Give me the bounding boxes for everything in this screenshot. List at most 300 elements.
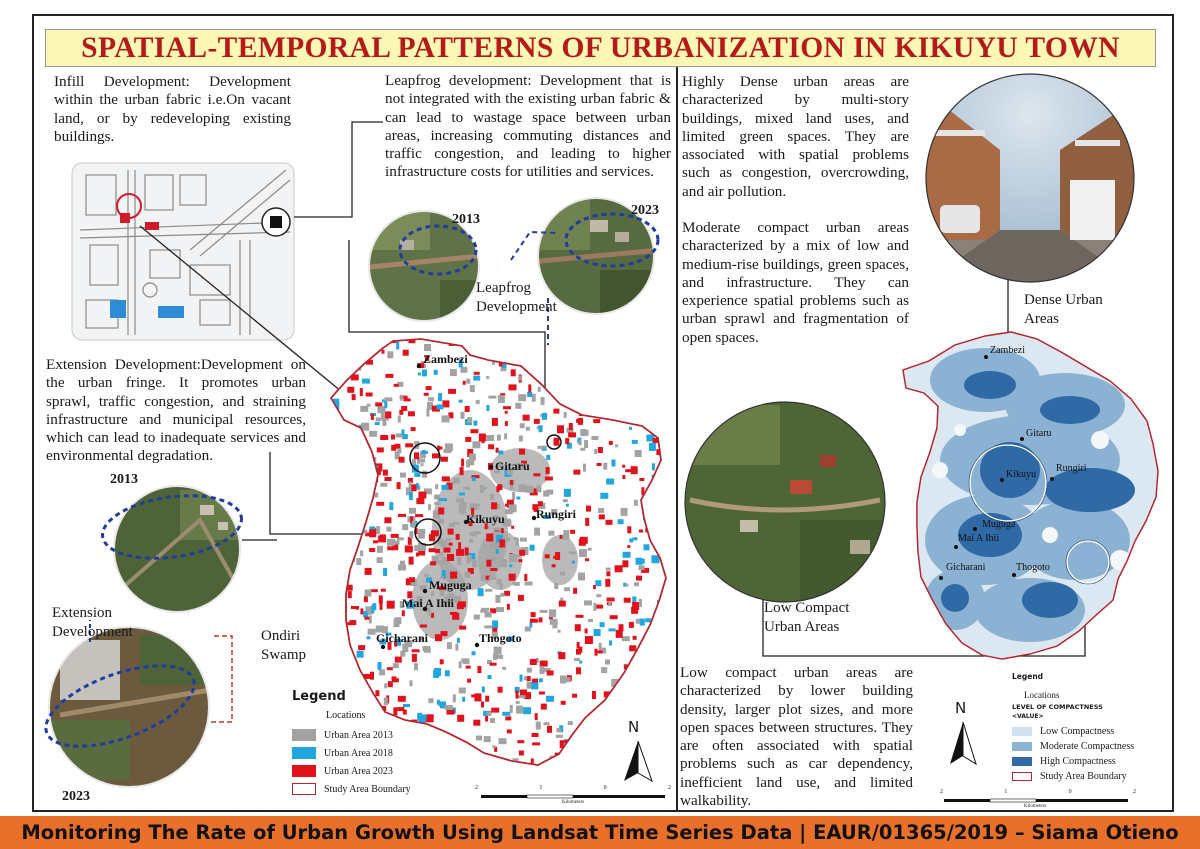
urban-pixel bbox=[599, 356, 602, 364]
urban-pixel bbox=[588, 382, 596, 386]
urban-pixel bbox=[525, 627, 531, 632]
map2-place-kikuyu: Kikuyu bbox=[1006, 469, 1036, 480]
urban-pixel bbox=[466, 666, 471, 669]
urban-pixel bbox=[410, 680, 413, 686]
urban-pixel bbox=[472, 559, 477, 567]
urban-pixel bbox=[598, 408, 603, 416]
place-kikuyu: Kikuyu bbox=[466, 512, 505, 526]
map2-north-label: N bbox=[955, 699, 967, 717]
urban-pixel bbox=[654, 421, 661, 426]
swatch-2023 bbox=[292, 765, 316, 777]
urban-pixel bbox=[418, 551, 425, 556]
map2-legend-heading: LEVEL OF COMPACTNESS bbox=[1012, 703, 1103, 711]
urban-pixel bbox=[565, 438, 569, 444]
urban-pixel bbox=[333, 492, 339, 498]
urban-pixel bbox=[599, 346, 607, 353]
urban-pixel bbox=[660, 554, 664, 557]
urban-pixel bbox=[548, 531, 554, 536]
urban-pixel bbox=[392, 676, 397, 679]
extension-year-2023: 2023 bbox=[62, 789, 90, 804]
urban-pixel bbox=[409, 482, 412, 489]
urban-pixel bbox=[368, 610, 371, 615]
urban-pixel bbox=[481, 702, 484, 708]
urban-pixel bbox=[398, 514, 406, 517]
urban-pixel bbox=[377, 406, 385, 413]
urban-pixel bbox=[558, 630, 561, 633]
urban-pixel bbox=[472, 477, 476, 481]
urban-pixel bbox=[434, 335, 441, 340]
urban-pixel bbox=[625, 362, 629, 369]
urban-pixel bbox=[647, 344, 655, 352]
urban-pixel bbox=[617, 398, 621, 403]
urban-pixel bbox=[498, 352, 504, 360]
urban-pixel bbox=[496, 607, 504, 612]
urban-pixel bbox=[518, 394, 526, 401]
urban-pixel bbox=[558, 652, 565, 659]
urban-pixel bbox=[530, 545, 535, 551]
swatch-boundary2 bbox=[1012, 772, 1032, 781]
urban-pixel bbox=[608, 602, 611, 606]
urban-pixel bbox=[620, 702, 625, 709]
urban-pixel bbox=[352, 514, 355, 521]
urban-pixel bbox=[654, 717, 657, 725]
urban-pixel bbox=[517, 740, 524, 743]
urban-pixel bbox=[523, 707, 531, 714]
place-zambezi: Zambezi bbox=[423, 352, 468, 366]
urban-pixel bbox=[334, 501, 341, 508]
urban-pixel bbox=[331, 373, 334, 380]
urban-pixel bbox=[484, 736, 491, 742]
urban-pixel bbox=[445, 705, 453, 710]
urban-pixel bbox=[639, 565, 645, 570]
urban-pixel bbox=[607, 598, 615, 602]
urban-pixel bbox=[375, 402, 382, 406]
urban-pixel bbox=[422, 714, 427, 720]
urban-pixel bbox=[615, 370, 622, 375]
urban-pixel bbox=[405, 443, 413, 447]
urban-pixel bbox=[402, 429, 405, 435]
urban-pixel bbox=[549, 609, 556, 617]
urban-pixel bbox=[591, 436, 598, 440]
swatch-low bbox=[1012, 727, 1032, 736]
urban-pixel bbox=[460, 467, 464, 475]
moderate-description: Moderate compact urban areas characterized by a mix of low and medium-rise buildings, green spaces, and infrastructure. They can experience spatial problems such as urban sprawl and fragmentation of open spaces. bbox=[682, 219, 909, 346]
urban-pixel bbox=[600, 752, 606, 757]
north-arrow-map1 bbox=[624, 741, 652, 781]
urban-pixel bbox=[428, 613, 431, 616]
urban-pixel bbox=[530, 659, 537, 665]
urban-pixel bbox=[518, 559, 522, 562]
urban-pixel bbox=[629, 645, 636, 651]
urban-pixel bbox=[352, 394, 356, 400]
urban-pixel bbox=[460, 509, 466, 514]
urban-pixel bbox=[439, 498, 447, 501]
leapfrog-year-2013: 2013 bbox=[452, 212, 480, 227]
urban-pixel bbox=[345, 678, 350, 683]
urban-pixel bbox=[399, 457, 405, 463]
urban-pixel bbox=[509, 504, 517, 512]
urban-pixel bbox=[646, 740, 654, 747]
urban-pixel bbox=[393, 663, 399, 668]
urban-pixel bbox=[498, 687, 503, 693]
scale2-tick-a: 2 bbox=[940, 789, 943, 795]
urban-pixel bbox=[653, 693, 657, 696]
urban-pixel bbox=[540, 661, 548, 667]
urban-pixel bbox=[457, 715, 464, 722]
map2-place-thogoto: Thogoto bbox=[1016, 562, 1050, 573]
urban-pixel bbox=[488, 675, 492, 679]
urban-pixel bbox=[600, 622, 605, 627]
urban-pixel bbox=[382, 350, 385, 354]
leapfrog-year-2023: 2023 bbox=[631, 203, 659, 218]
urban-pixel bbox=[539, 678, 543, 682]
urban-pixel bbox=[660, 691, 666, 697]
urban-pixel bbox=[585, 636, 593, 644]
urban-pixel bbox=[553, 556, 556, 559]
urban-pixel bbox=[511, 526, 514, 529]
urban-pixel bbox=[623, 397, 629, 402]
leapfrog-description: Leapfrog development: Development that is not integrated with the existing urban fabric & can lead to wastage space between urban areas, increasing commuting distances and traffic congestion, and leading to higher infrastructure costs for utilities and services. bbox=[385, 72, 671, 181]
urban-pixel bbox=[595, 351, 603, 355]
urban-pixel bbox=[411, 427, 416, 431]
urban-pixel bbox=[631, 607, 638, 614]
urban-pixel bbox=[349, 620, 356, 625]
urban-pixel bbox=[615, 348, 622, 356]
urban-pixel bbox=[632, 706, 640, 712]
urban-pixel bbox=[434, 370, 438, 375]
urban-pixel bbox=[429, 548, 436, 552]
urban-pixel bbox=[384, 683, 387, 688]
urban-pixel bbox=[405, 546, 413, 553]
scale1-tick-a: 2 bbox=[475, 785, 478, 791]
urban-pixel bbox=[427, 718, 434, 722]
urban-pixel bbox=[531, 612, 536, 617]
urban-pixel bbox=[418, 529, 425, 534]
urban-pixel bbox=[552, 624, 557, 628]
urban-pixel bbox=[585, 558, 589, 561]
urban-pixel bbox=[344, 561, 351, 566]
urban-pixel bbox=[332, 492, 335, 500]
urban-pixel bbox=[435, 484, 438, 489]
urban-pixel bbox=[412, 654, 417, 662]
urban-pixel bbox=[397, 448, 401, 453]
urban-pixel bbox=[345, 426, 352, 429]
urban-pixel bbox=[383, 568, 387, 576]
swatch-boundary bbox=[292, 783, 316, 795]
urban-pixel bbox=[595, 368, 599, 376]
urban-pixel bbox=[506, 520, 511, 527]
urban-pixel bbox=[489, 544, 497, 549]
urban-pixel bbox=[667, 475, 672, 480]
urban-pixel bbox=[532, 394, 536, 402]
urban-pixel bbox=[659, 374, 662, 381]
urban-pixel bbox=[530, 619, 538, 623]
urban-pixel bbox=[500, 593, 504, 597]
urban-pixel bbox=[561, 701, 566, 705]
urban-pixel bbox=[431, 530, 439, 536]
urban-pixel bbox=[576, 649, 581, 655]
urban-pixel bbox=[424, 344, 431, 351]
urban-pixel bbox=[579, 661, 582, 664]
urban-pixel bbox=[556, 728, 561, 732]
urban-pixel bbox=[490, 568, 497, 571]
urban-pixel bbox=[516, 701, 520, 704]
urban-pixel bbox=[465, 548, 469, 556]
urban-pixel bbox=[540, 610, 548, 613]
urban-pixel bbox=[656, 717, 662, 720]
urban-pixel bbox=[360, 359, 363, 364]
urban-pixel bbox=[359, 449, 365, 454]
urban-pixel bbox=[477, 666, 481, 673]
urban-pixel bbox=[496, 655, 503, 659]
map2-place-muguga: Muguga bbox=[982, 519, 1016, 530]
urban-pixel bbox=[505, 421, 508, 426]
urban-pixel bbox=[545, 477, 553, 481]
urban-pixel bbox=[634, 500, 638, 506]
urban-pixel bbox=[360, 510, 364, 514]
urban-pixel bbox=[337, 624, 340, 627]
urban-pixel bbox=[509, 574, 516, 581]
urban-pixel bbox=[491, 558, 495, 561]
urban-pixel bbox=[655, 751, 661, 755]
urban-pixel bbox=[578, 573, 585, 581]
urban-pixel bbox=[594, 449, 597, 454]
urban-pixel bbox=[347, 336, 354, 339]
urban-pixel bbox=[358, 450, 363, 458]
legend-2013-label: Urban Area 2013 bbox=[324, 729, 393, 741]
map1-legend-title: Legend bbox=[292, 689, 346, 704]
urban-pixel bbox=[651, 379, 656, 386]
urban-pixel bbox=[520, 675, 523, 682]
urban-pixel bbox=[495, 595, 500, 603]
map2-place-gicharani: Gicharani bbox=[946, 562, 986, 573]
urban-pixel bbox=[653, 478, 660, 485]
urban-pixel bbox=[380, 483, 387, 487]
urban-pixel bbox=[486, 560, 491, 567]
urban-pixel bbox=[554, 583, 558, 589]
urban-pixel bbox=[660, 537, 667, 540]
urban-pixel bbox=[358, 463, 365, 471]
urban-pixel bbox=[387, 351, 393, 358]
urban-pixel bbox=[442, 400, 449, 407]
urban-pixel bbox=[579, 549, 587, 557]
urban-pixel bbox=[579, 440, 582, 445]
urban-pixel bbox=[361, 463, 369, 466]
urban-pixel bbox=[534, 528, 540, 536]
urban-pixel bbox=[460, 367, 467, 373]
urban-pixel bbox=[655, 397, 660, 404]
place-gitaru: Gitaru bbox=[495, 459, 530, 473]
urban-pixel bbox=[485, 696, 489, 702]
urban-pixel bbox=[571, 752, 578, 756]
legend-2018-label: Urban Area 2018 bbox=[324, 747, 393, 759]
urban-pixel bbox=[462, 697, 465, 702]
urban-pixel bbox=[339, 447, 343, 455]
scale2-tick-b: 1 bbox=[1004, 789, 1008, 795]
urban-pixel bbox=[365, 568, 372, 575]
urban-pixel bbox=[356, 558, 361, 565]
urban-pixel bbox=[444, 548, 451, 553]
urban-pixel bbox=[642, 686, 645, 692]
urban-pixel bbox=[550, 619, 558, 625]
urban-pixel bbox=[459, 493, 465, 496]
urban-pixel bbox=[564, 412, 567, 418]
urban-pixel bbox=[572, 748, 578, 751]
scale1-tick-b: 1 bbox=[539, 785, 543, 791]
map2-scale-ticks bbox=[940, 789, 1136, 795]
urban-pixel bbox=[368, 466, 376, 471]
urban-pixel bbox=[523, 415, 530, 421]
urban-pixel bbox=[480, 485, 484, 493]
swatch-2018 bbox=[292, 747, 316, 759]
urban-pixel bbox=[369, 529, 376, 537]
urban-pixel bbox=[539, 617, 543, 622]
scale1-tick-c: 0 bbox=[603, 785, 607, 791]
urban-pixel bbox=[458, 601, 466, 607]
urban-pixel bbox=[609, 441, 613, 445]
urban-pixel bbox=[635, 401, 638, 406]
urban-pixel bbox=[570, 341, 576, 348]
legend-moderate-label: Moderate Compactness bbox=[1040, 741, 1135, 752]
urban-pixel bbox=[438, 519, 444, 524]
urban-pixel bbox=[369, 548, 375, 552]
map2-place-zambezi: Zambezi bbox=[990, 345, 1025, 356]
low-compact-label: Low Compact Urban Areas bbox=[764, 600, 850, 635]
urban-pixel bbox=[502, 712, 510, 716]
map1-legend-row-boundary bbox=[292, 783, 411, 795]
map1-legend bbox=[292, 689, 411, 801]
urban-pixel bbox=[400, 473, 406, 478]
urban-pixel bbox=[531, 758, 534, 763]
urban-pixel bbox=[559, 601, 566, 607]
urban-pixel bbox=[421, 463, 424, 466]
swatch-2013 bbox=[292, 729, 316, 741]
urban-pixel bbox=[379, 595, 383, 603]
urban-pixel bbox=[612, 460, 616, 467]
map2-legend-value: <VALUE> bbox=[1012, 713, 1044, 720]
urban-pixel bbox=[369, 431, 377, 437]
urban-pixel bbox=[639, 478, 644, 481]
urban-pixel bbox=[618, 519, 624, 524]
urban-pixel bbox=[606, 716, 611, 721]
urban-pixel bbox=[519, 484, 527, 492]
urban-pixel bbox=[450, 369, 457, 376]
urban-pixel bbox=[574, 658, 580, 661]
urban-pixel bbox=[615, 444, 618, 447]
urban-pixel bbox=[424, 574, 429, 577]
urban-pixel bbox=[455, 644, 458, 651]
urban-pixel bbox=[643, 410, 651, 417]
urban-pixel bbox=[502, 667, 506, 670]
urban-pixel bbox=[486, 435, 494, 441]
urban-pixel bbox=[428, 504, 431, 510]
map2-legend-row-boundary bbox=[1012, 771, 1134, 782]
urban-pixel bbox=[572, 561, 575, 564]
urban-pixel bbox=[467, 417, 472, 423]
urban-pixel bbox=[538, 501, 543, 506]
urban-pixel bbox=[585, 629, 588, 634]
urban-pixel bbox=[500, 349, 508, 354]
urban-pixel bbox=[469, 458, 474, 465]
urban-pixel bbox=[621, 508, 628, 516]
urban-pixel bbox=[562, 377, 565, 383]
urban-pixel bbox=[472, 651, 476, 655]
urban-pixel bbox=[466, 379, 470, 384]
urban-pixel bbox=[583, 464, 586, 472]
urban-pixel bbox=[497, 504, 500, 509]
swatch-moderate bbox=[1012, 742, 1032, 751]
urban-pixel bbox=[448, 529, 454, 535]
urban-pixel bbox=[358, 505, 364, 512]
urban-pixel bbox=[629, 427, 632, 430]
urban-pixel bbox=[341, 655, 349, 661]
urban-pixel bbox=[563, 758, 571, 766]
urban-pixel bbox=[480, 610, 487, 613]
urban-pixel bbox=[360, 406, 368, 412]
urban-pixel bbox=[563, 499, 568, 502]
urban-pixel bbox=[486, 376, 489, 379]
urban-pixel bbox=[519, 751, 524, 756]
urban-pixel bbox=[652, 532, 660, 540]
urban-pixel bbox=[524, 676, 527, 680]
urban-pixel bbox=[533, 473, 540, 476]
urban-pixel bbox=[396, 342, 399, 350]
urban-pixel bbox=[367, 636, 371, 639]
urban-pixel bbox=[434, 760, 440, 764]
urban-pixel bbox=[658, 353, 663, 356]
urban-pixel bbox=[445, 443, 453, 451]
urban-pixel bbox=[383, 470, 388, 476]
urban-pixel bbox=[593, 603, 596, 611]
legend-2023-label: Urban Area 2023 bbox=[324, 765, 393, 777]
urban-pixel bbox=[385, 411, 391, 418]
urban-pixel bbox=[468, 555, 472, 562]
urban-pixel bbox=[481, 574, 486, 581]
urban-pixel bbox=[436, 404, 443, 409]
swatch-high bbox=[1012, 757, 1032, 766]
urban-pixel bbox=[629, 538, 633, 542]
place-thogoto: Thogoto bbox=[479, 631, 522, 645]
urban-pixel bbox=[645, 618, 651, 622]
urban-pixel bbox=[376, 502, 384, 506]
urban-pixel bbox=[579, 539, 586, 546]
urban-pixel bbox=[416, 498, 424, 504]
scale-bar-map2 bbox=[944, 799, 1128, 802]
urban-pixel bbox=[663, 560, 667, 565]
urban-pixel bbox=[389, 502, 393, 510]
urban-pixel bbox=[341, 674, 348, 682]
urban-pixel bbox=[395, 657, 402, 663]
urban-pixel bbox=[519, 550, 525, 556]
urban-pixel bbox=[341, 619, 344, 625]
urban-pixel bbox=[494, 647, 502, 655]
urban-pixel bbox=[532, 733, 539, 737]
urban-pixel bbox=[476, 400, 480, 404]
urban-pixel bbox=[373, 540, 378, 543]
urban-pixel bbox=[596, 594, 601, 597]
urban-pixel bbox=[509, 564, 512, 567]
urban-pixel bbox=[385, 477, 392, 481]
map1-legend-row-2018 bbox=[292, 747, 411, 759]
urban-pixel bbox=[658, 338, 662, 341]
urban-pixel bbox=[511, 369, 516, 376]
urban-pixel bbox=[357, 515, 361, 522]
urban-pixel bbox=[475, 345, 481, 353]
urban-pixel bbox=[507, 604, 510, 610]
urban-pixel bbox=[492, 745, 495, 748]
urban-pixel bbox=[491, 502, 497, 509]
urban-pixel bbox=[446, 538, 452, 541]
